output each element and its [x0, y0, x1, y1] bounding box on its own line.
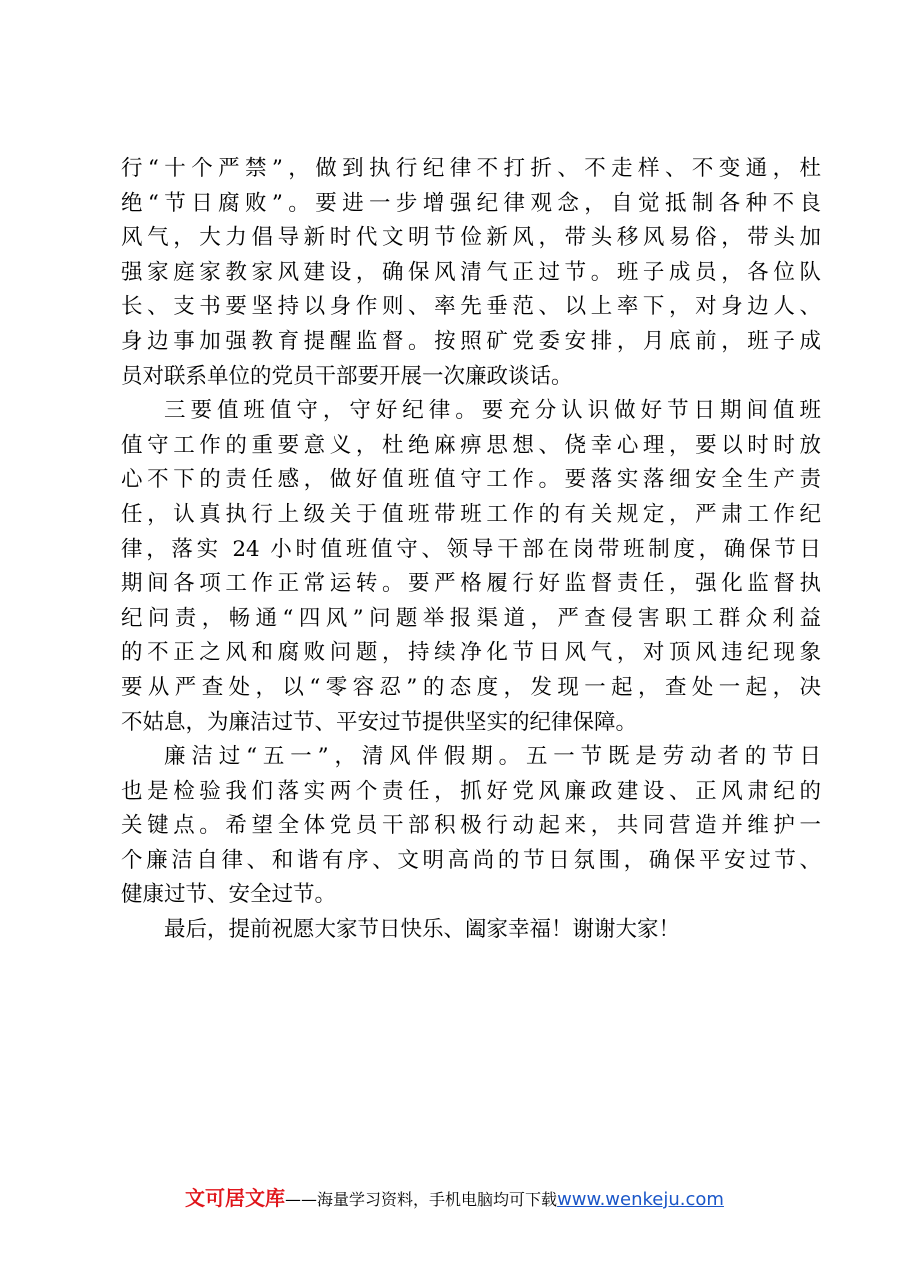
text-line: 也是检验我们落实两个责任，抓好党风廉政建设、正风肃纪的 — [121, 778, 821, 804]
footer-banner — [0, 1182, 909, 1211]
text-line: 健康过节、安全过节。 — [121, 882, 337, 908]
text-line: 要从严查处，以“零容忍”的态度，发现一起，查处一起，决 — [121, 674, 821, 700]
text-line: 强家庭家教家风建设，确保风清气正过节。班子成员，各位队 — [121, 259, 821, 285]
text-line: 期间各项工作正常运转。要严格履行好监督责任，强化监督执 — [121, 571, 821, 597]
text-line: 律，落实 24 小时值班值守、领导干部在岗带班制度，确保节日 — [121, 536, 821, 562]
text-line: 最后，提前祝愿大家节日快乐、阖家幸福！谢谢大家！ — [164, 917, 681, 943]
text-line: 的不正之风和腐败问题，持续净化节日风气，对顶风违纪现象 — [121, 640, 821, 666]
text-line: 行“十个严禁”，做到执行纪律不打折、不走样、不变通，杜 — [121, 156, 821, 181]
text-line: 纪问责，畅通“四风”问题举报渠道，严查侵害职工群众利益 — [121, 605, 821, 631]
text-line: 员对联系单位的党员干部要开展一次廉政谈话。 — [121, 363, 573, 389]
text-line: 长、支书要坚持以身作则、率先垂范、以上率下，对身边人、 — [121, 294, 821, 320]
text-line: 关键点。希望全体党员干部积极行动起来，共同营造并维护一 — [121, 813, 821, 839]
text-line: 个廉洁自律、和谐有序、文明高尚的节日氛围，确保平安过节、 — [121, 847, 821, 873]
footer-tagline: ——海量学习资料，手机电脑均可下载 — [285, 1190, 558, 1209]
text-line: 绝“节日腐败”。要进一步增强纪律观念，自觉抵制各种不良 — [121, 190, 821, 216]
text-line: 廉洁过“五一”，清风伴假期。五一节既是劳动者的节日 — [164, 744, 821, 770]
website-link[interactable]: www.wenkeju.com — [557, 1189, 724, 1210]
text-line: 心不下的责任感，做好值班值守工作。要落实落细安全生产责 — [121, 467, 821, 493]
text-line: 身边事加强教育提醒监督。按照矿党委安排，月底前，班子成 — [121, 328, 821, 354]
text-line: 三要值班值守，守好纪律。要充分认识做好节日期间值班 — [164, 398, 821, 424]
brand-name: 文可居文库 — [185, 1186, 286, 1210]
text-line: 值守工作的重要意义，杜绝麻痹思想、侥幸心理，要以时时放 — [121, 432, 821, 458]
text-line: 任，认真执行上级关于值班带班工作的有关规定，严肃工作纪 — [121, 501, 821, 527]
document-body — [121, 152, 821, 948]
text-line: 不姑息，为廉洁过节、平安过节提供坚实的纪律保障。 — [121, 709, 638, 735]
text-line: 风气，大力倡导新时代文明节俭新风，带头移风易俗，带头加 — [121, 225, 821, 251]
